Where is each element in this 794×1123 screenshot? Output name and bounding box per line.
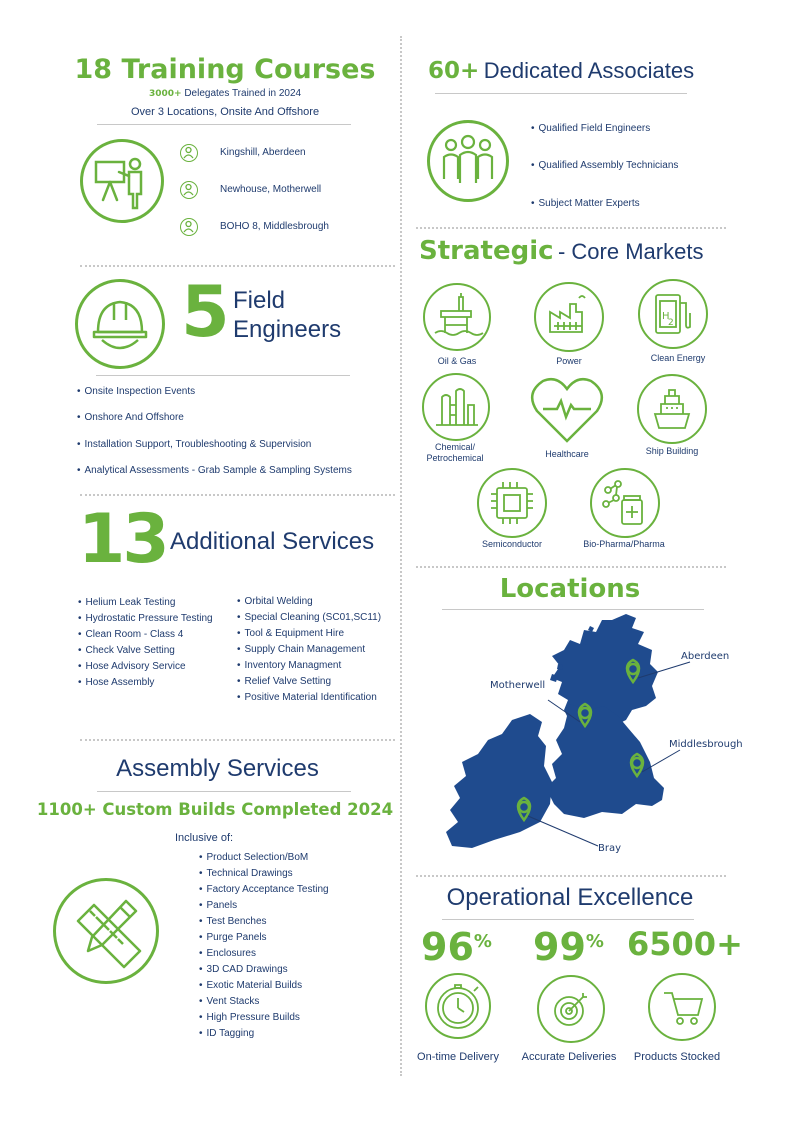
divider-markets (416, 566, 726, 568)
associates-title-text: Dedicated Associates (483, 58, 695, 83)
field-item: • Onshore And Offshore (77, 412, 184, 423)
delegates-text: Delegates Trained in 2024 (184, 88, 302, 99)
associates-title (428, 58, 694, 84)
assembly-inclusive: Inclusive of: (175, 832, 234, 844)
pharma-icon (590, 468, 660, 538)
team-icon (427, 120, 509, 202)
excellence-rule (442, 919, 694, 920)
market-label: Healthcare (545, 449, 589, 459)
associates-rule (435, 93, 687, 94)
associates-number: 60+ (428, 58, 480, 84)
delegates-line (60, 88, 390, 99)
map-label-aberdeen: Aberdeen (681, 651, 730, 662)
assembly-subtitle: 1100+ Custom Builds Completed 2024 (36, 800, 394, 819)
training-location-label: Kingshill, Aberdeen (220, 147, 306, 158)
training-locations-line: Over 3 Locations, Onsite And Offshore (130, 106, 320, 118)
assembly-list (199, 852, 329, 1044)
target-icon (537, 975, 605, 1043)
stat-value: 99 (533, 925, 586, 969)
service-item: • Check Valve Setting (78, 645, 213, 661)
field-item: • Installation Support, Troubleshooting & Supervision (77, 439, 311, 450)
service-item: • Positive Material Identification (237, 692, 381, 708)
associate-item: • Qualified Assembly Technicians (531, 160, 678, 171)
vertical-divider (400, 36, 402, 1076)
training-location-label: Newhouse, Motherwell (220, 184, 322, 195)
market-label: Chemical/ Petrochemical (426, 442, 484, 463)
person-icon (180, 218, 198, 236)
divider-training (80, 265, 395, 267)
person-icon (180, 144, 198, 162)
markets-title (419, 236, 703, 266)
map-label-middlesbrough: Middlesbrough (669, 739, 743, 750)
excellence-title: Operational Excellence (446, 884, 694, 911)
map-england (546, 704, 664, 818)
divider-additional (80, 739, 395, 741)
additional-col2 (237, 596, 381, 708)
hard-hat-icon (75, 279, 165, 369)
service-item: • Special Cleaning (SC01,SC11) (237, 612, 381, 628)
presentation-icon (80, 139, 164, 223)
stat-ontime (421, 925, 492, 969)
assembly-item: • Panels (199, 900, 329, 916)
additional-col1 (78, 597, 213, 693)
ruler-pencil-icon (53, 878, 159, 984)
ship-icon (637, 374, 707, 444)
map-label-motherwell: Motherwell (490, 680, 546, 691)
stat-label: On-time Delivery (417, 1051, 499, 1063)
assembly-item: • Exotic Material Builds (199, 980, 329, 996)
field-item: • Analytical Assessments - Grab Sample & Sampling Systems (77, 465, 352, 476)
market-label: Ship Building (645, 446, 699, 456)
field-number: 5 (181, 271, 230, 353)
map-label-bray: Bray (598, 843, 622, 854)
hydrogen-icon (638, 279, 708, 349)
assembly-item: • Purge Panels (199, 932, 329, 948)
assembly-rule (97, 791, 351, 792)
additional-number: 13 (78, 500, 167, 579)
market-label: Power (556, 356, 582, 366)
market-label: Bio-Pharma/Pharma (583, 539, 665, 549)
assembly-item: • Factory Acceptance Testing (199, 884, 329, 900)
refinery-icon (422, 373, 490, 441)
stat-label: Products Stocked (633, 1051, 721, 1063)
stat-suffix: % (585, 931, 604, 952)
stat-value: 6500+ (627, 925, 743, 963)
service-item: • Inventory Managment (237, 660, 381, 676)
svg-text:H: H (662, 311, 670, 322)
stopwatch-icon (425, 973, 491, 1039)
stat-value: 96 (421, 925, 474, 969)
stat-suffix: % (473, 931, 492, 952)
assembly-item: • Product Selection/BoM (199, 852, 329, 868)
service-item: • Hose Advisory Service (78, 661, 213, 677)
field-item: • Onsite Inspection Events (77, 386, 195, 397)
chip-icon (477, 468, 547, 538)
stat-products (627, 925, 743, 963)
service-item: • Tool & Equipment Hire (237, 628, 381, 644)
assembly-title: Assembly Services (116, 755, 319, 782)
service-item: • Hydrostatic Pressure Testing (78, 613, 213, 629)
factory-icon (534, 282, 604, 352)
service-item: • Relief Valve Setting (237, 676, 381, 692)
service-item: • Clean Room - Class 4 (78, 629, 213, 645)
training-rule (97, 124, 351, 125)
assembly-item: • Enclosures (199, 948, 329, 964)
service-item: • Hose Assembly (78, 677, 213, 693)
associate-item: • Qualified Field Engineers (531, 123, 650, 134)
market-label: Semiconductor (481, 539, 543, 549)
assembly-item: • High Pressure Builds (199, 1012, 329, 1028)
field-rule (96, 375, 350, 376)
cart-icon (648, 973, 716, 1041)
field-title-line1: Field (233, 287, 286, 314)
field-title-line2: Engineers (233, 316, 342, 343)
assembly-item: • Vent Stacks (199, 996, 329, 1012)
heart-icon (529, 375, 605, 450)
training-title: 18 Training Courses (74, 54, 376, 85)
delegates-number: 3000+ (148, 89, 182, 99)
training-location-label: BOHO 8, Middlesbrough (220, 221, 329, 232)
assembly-item: • Test Benches (199, 916, 329, 932)
stat-accurate (533, 925, 604, 969)
person-icon (180, 181, 198, 199)
divider-associates (416, 227, 726, 229)
markets-title-bold: Strategic (419, 236, 554, 266)
market-label: Clean Energy (650, 353, 706, 363)
market-label: Oil & Gas (437, 356, 477, 366)
associate-item: • Subject Matter Experts (531, 198, 640, 209)
assembly-item: • 3D CAD Drawings (199, 964, 329, 980)
markets-title-rest: - Core Markets (557, 239, 704, 264)
assembly-item: • Technical Drawings (199, 868, 329, 884)
assembly-item: • ID Tagging (199, 1028, 329, 1044)
locations-title: Locations (499, 574, 641, 604)
additional-title: Additional Services (170, 528, 375, 555)
oil-rig-icon (423, 283, 491, 351)
svg-text:2: 2 (668, 318, 674, 328)
divider-field (80, 494, 395, 496)
map-ireland (446, 714, 552, 848)
stat-label: Accurate Deliveries (521, 1051, 617, 1063)
service-item: • Supply Chain Management (237, 644, 381, 660)
service-item: • Helium Leak Testing (78, 597, 213, 613)
divider-locations (416, 875, 726, 877)
service-item: • Orbital Welding (237, 596, 381, 612)
